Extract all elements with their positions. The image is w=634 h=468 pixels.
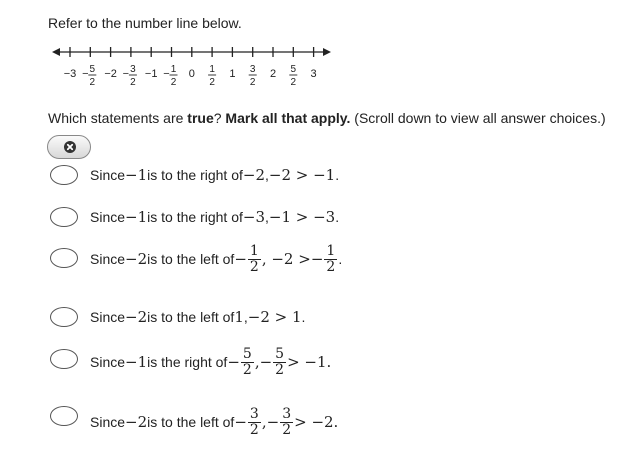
tick-label: 3: [310, 68, 317, 80]
tick-label-numerator: 5: [89, 64, 96, 75]
clear-x-icon: [64, 141, 76, 153]
tick-label-denominator: 2: [290, 77, 297, 88]
tick-label-sign: −: [82, 68, 89, 80]
choice-text: Since −1 is to the right of −3 , −1 > −3 .: [90, 208, 340, 226]
fraction: $\frac{3}{2}$: [282, 405, 292, 438]
fraction: $\frac{1}{2}$: [326, 242, 336, 275]
tick-label-numerator: 5: [290, 64, 297, 75]
tick-label: 1: [229, 68, 236, 80]
right-arrow-icon: [323, 48, 331, 56]
fraction: $\frac{3}{2}$: [249, 405, 259, 438]
radio-button[interactable]: [50, 165, 78, 185]
tick-label: −3: [63, 68, 77, 80]
fraction: $\frac{5}{2}$: [275, 345, 285, 378]
clear-selection-button[interactable]: [47, 135, 91, 159]
question-text: Which statements are true? Mark all that apply. (Scroll down to view all answer choices.): [48, 110, 606, 126]
tick-label: 2: [269, 68, 277, 80]
tick-label: −2: [104, 68, 117, 80]
tick-label: −1: [144, 68, 158, 80]
tick-label-denominator: 2: [249, 77, 256, 88]
tick-label-numerator: 3: [130, 64, 136, 75]
intro-text: Refer to the number line below.: [48, 15, 242, 31]
number-line: [50, 44, 335, 92]
radio-button[interactable]: [50, 406, 78, 426]
choice-text: Since −2 is to the left of − $\frac{3}{2}$ , − $\frac{3}{2}$ > −2.: [90, 405, 339, 438]
choice-text: Since −2 is to the left of − $\frac{1}{2}$ , −2 > − $\frac{1}{2}$ .: [90, 242, 343, 275]
tick-label-numerator: 1: [209, 64, 215, 75]
tick-label-numerator: 3: [249, 64, 256, 75]
tick-label-denominator: 2: [130, 77, 136, 88]
tick-label-denominator: 2: [89, 77, 96, 88]
choice-text: Since −1 is the right of − $\frac{5}{2}$ , − $\frac{5}{2}$ > −1.: [90, 345, 332, 378]
radio-button[interactable]: [50, 307, 78, 327]
radio-button[interactable]: [50, 207, 78, 227]
tick-label-sign: −: [122, 68, 130, 80]
choice-text: Since −1 is to the right of −2 , −2 > −1 .: [90, 166, 340, 184]
tick-label-denominator: 2: [209, 77, 215, 88]
tick-label-sign: −: [163, 68, 170, 80]
radio-button[interactable]: [50, 248, 78, 268]
tick-label-denominator: 2: [170, 77, 177, 88]
radio-button[interactable]: [50, 349, 78, 369]
tick-label: 0: [188, 68, 195, 80]
fraction: $\frac{5}{2}$: [242, 345, 252, 378]
tick-label-numerator: 1: [170, 64, 177, 75]
choice-text: Since −2 is to the left of 1 , −2 > 1 .: [90, 308, 306, 326]
left-arrow-icon: [52, 48, 60, 56]
fraction: $\frac{1}{2}$: [249, 242, 259, 275]
